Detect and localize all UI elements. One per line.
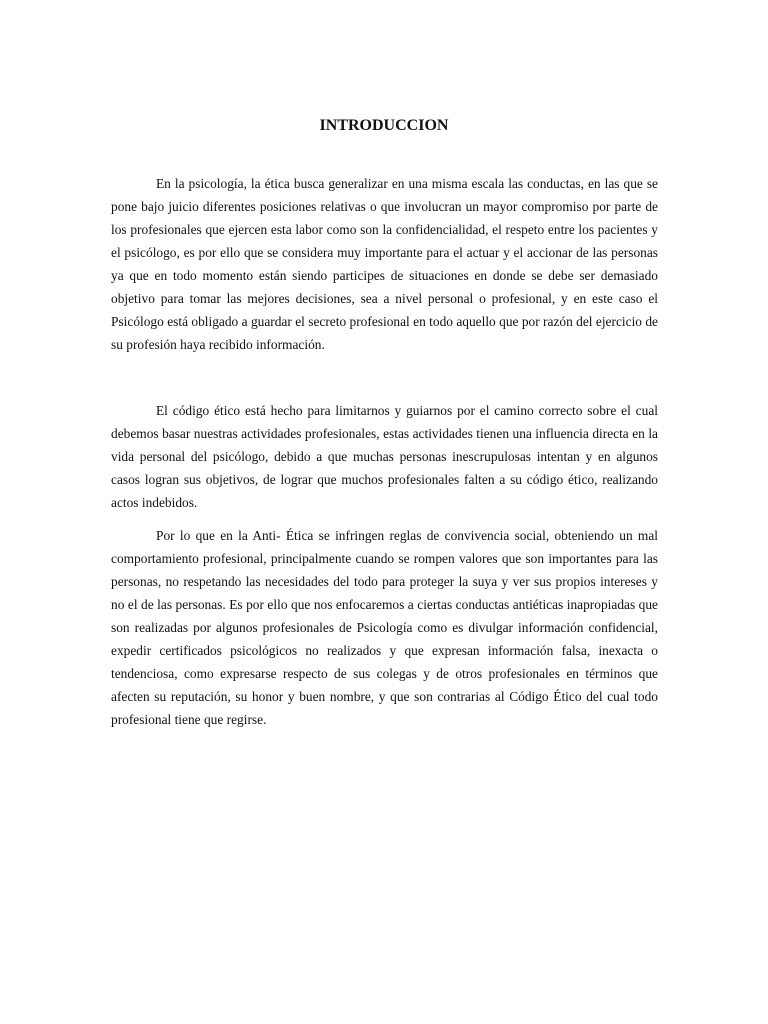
paragraph-3: Por lo que en la Anti- Ética se infringen reglas de convivencia social, obteniendo un mal comportamiento profesional, principalmente cuando se rompen valores que son importantes para las personas, no respetando las necesidades del todo para proteger la suya y ver sus propios intereses y no el de las personas. Es por ello que nos enfocaremos a ciertas conductas antiéticas inapropiadas que son realizadas por algunos profesionales de Psicología como es divulgar información confidencial, expedir certificados psicológicos no realizados y que expresan información falsa, inexacta o tendenciosa, como expresarse respecto de sus colegas y de otros profesionales en términos que afecten su reputación, su honor y buen nombre, y que son contrarias al Código Ético del cual todo profesional tiene que regirse. bbox=[111, 528, 658, 727]
document-title: INTRODUCCION bbox=[319, 117, 449, 134]
paragraph-2: El código ético está hecho para limitarnos y guiarnos por el camino correcto sobre el cual debemos basar nuestras actividades profesionales, estas actividades tienen una influencia directa en la vida personal del psicólogo, debido a que muchas personas inescrupulosas intentan y en algunos casos logran sus objetivos, de lograr que muchos profesionales falten a su código ético, realizando actos indebidos. bbox=[111, 403, 658, 510]
paragraph-1: En la psicología, la ética busca generalizar en una misma escala las conductas, en las que se pone bajo juicio diferentes posiciones relativas o que involucran un mayor compromiso por parte de los profesionales que ejercen esta labor como son la confidencialidad, el respeto entre los pacientes y el psicólogo, es por ello que se considera muy importante para el actuar y el accionar de las personas ya que en todo momento están siendo participes de situaciones en donde se debe ser demasiado objetivo para tomar las mejores decisiones, sea a nivel personal o profesional, y en este caso el Psicólogo está obligado a guardar el secreto profesional en todo aquello que por razón del ejercicio de su profesión haya recibido información. bbox=[111, 176, 658, 352]
